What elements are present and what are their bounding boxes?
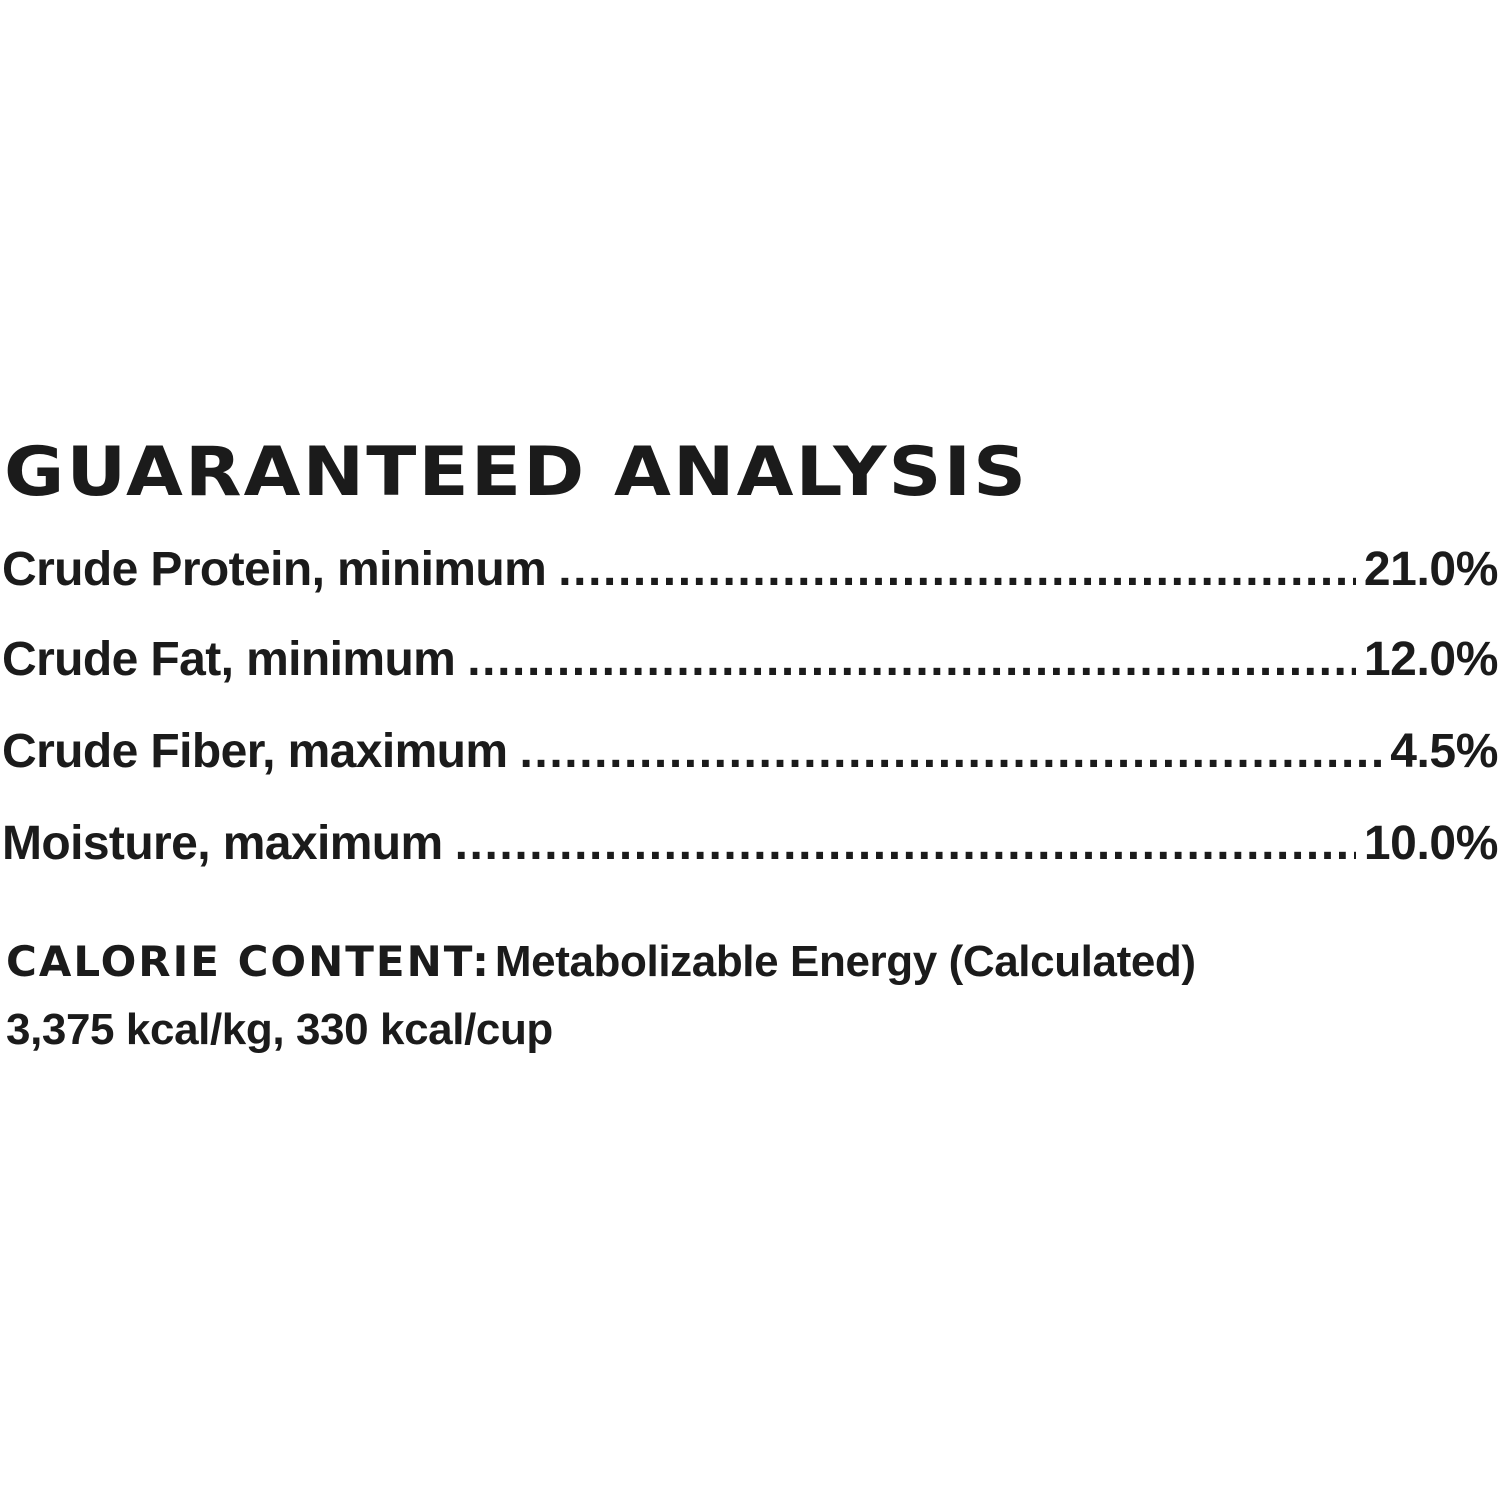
nutrient-label: Crude Protein, minimum: [2, 543, 547, 596]
dot-leader: [558, 542, 1356, 598]
analysis-title: GUARANTEED ANALYSIS: [4, 433, 1029, 512]
nutrient-value: 10.0%: [1363, 817, 1498, 870]
calorie-content-line: [6, 932, 1486, 1002]
dot-leader: [467, 632, 1356, 688]
calorie-description: Metabolizable Energy (Calculated): [494, 937, 1196, 986]
nutrient-label: Crude Fat, minimum: [2, 633, 456, 686]
analysis-row-crude-fiber: [2, 720, 1498, 780]
nutrient-value: 12.0%: [1363, 633, 1498, 686]
calorie-values: 3,375 kcal/kg, 330 kcal/cup: [6, 1005, 553, 1054]
nutrient-value: 21.0%: [1363, 543, 1498, 596]
nutrient-value: 4.5%: [1390, 725, 1498, 778]
nutrient-label: Crude Fiber, maximum: [2, 725, 508, 778]
dot-leader: [455, 816, 1356, 872]
analysis-row-crude-protein: [2, 538, 1498, 598]
analysis-row-moisture: [2, 812, 1498, 872]
calorie-heading: CALORIE CONTENT:: [6, 937, 491, 986]
nutrient-label: Moisture, maximum: [2, 817, 443, 870]
dot-leader: [519, 724, 1382, 780]
analysis-row-crude-fat: [2, 628, 1498, 688]
